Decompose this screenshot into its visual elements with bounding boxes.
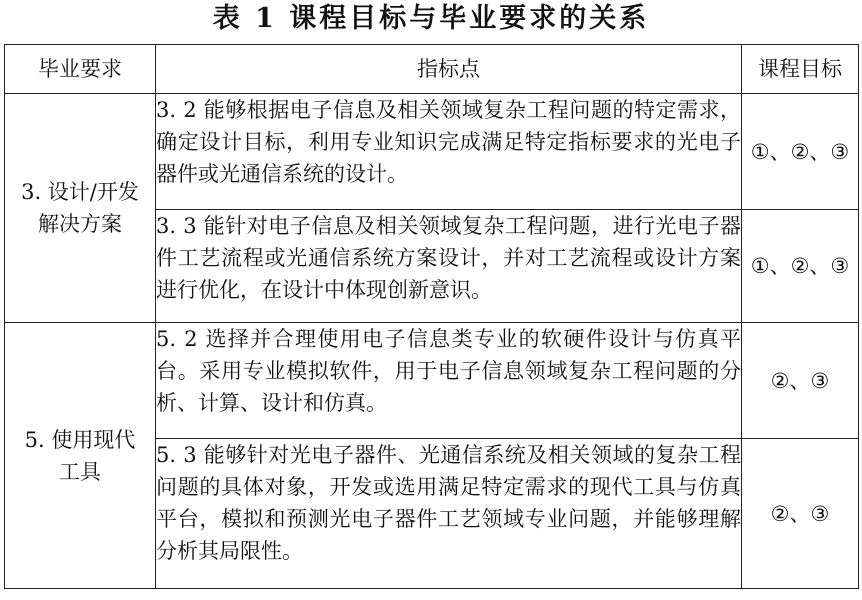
requirements-table [4,44,859,589]
requirement-cell [5,323,156,589]
table-row [5,323,859,439]
table-title: 表 1 课程目标与毕业要求的关系 [212,3,650,34]
requirement-line: 5. 使用现代 [24,427,136,452]
header-indicator: 指标点 [156,45,742,94]
requirement-line: 3. 设计/开发 [21,180,139,204]
header-graduation-requirement: 毕业要求 [5,45,156,94]
course-goal-cell: ②、③ [742,439,859,589]
course-goal-cell: ①、②、③ [742,94,859,210]
requirement-cell [5,94,156,323]
indicator-cell: 3. 3 能针对电子信息及相关领域复杂工程问题，进行光电子器件工艺流程或光通信系统方案设计，并对工艺流程或设计方案进行优化，在设计中体现创新意识。 [156,210,742,323]
header-row [5,45,859,94]
indicator-cell: 5. 3 能够针对光电子器件、光通信系统及相关领域的复杂工程问题的具体对象，开发或选用满足特定需求的现代工具与仿真平台，模拟和预测光电子器件工艺领域专业问题，并能够理解分析其局限性。 [156,439,742,589]
course-goal-cell: ①、②、③ [742,210,859,323]
indicator-cell: 3. 2 能够根据电子信息及相关领域复杂工程问题的特定需求，确定设计目标，利用专业知识完成满足特定指标要求的光电子器件或光通信系统的设计。 [156,94,742,210]
requirement-line: 工具 [59,459,101,484]
indicator-cell: 5. 2 选择并合理使用电子信息类专业的软硬件设计与仿真平台。采用专业模拟软件，用于电子信息领域复杂工程问题的分析、计算、设计和仿真。 [156,323,742,439]
header-course-goal: 课程目标 [742,45,859,94]
table-row [5,94,859,210]
requirement-line: 解决方案 [38,212,122,236]
course-goal-cell: ②、③ [742,323,859,439]
